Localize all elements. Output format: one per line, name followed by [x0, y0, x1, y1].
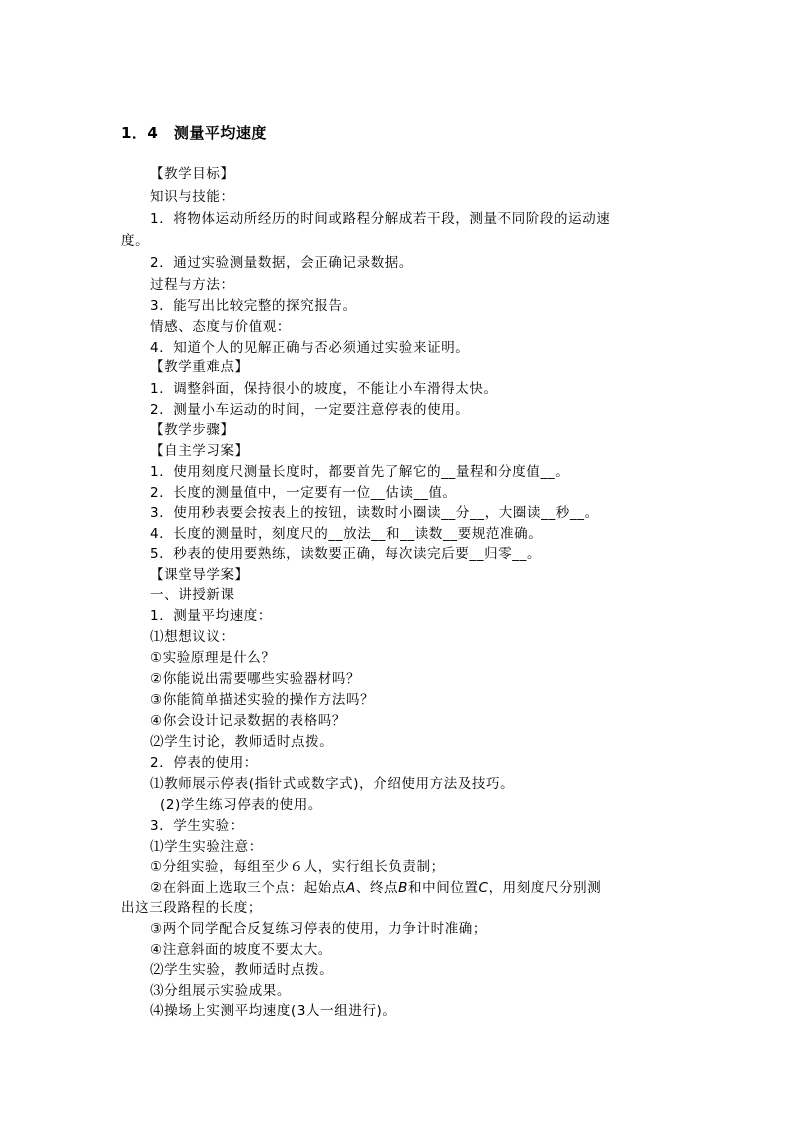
guide-item-3-1d: ④注意斜面的坡度不要太大。	[150, 942, 332, 958]
objectives-header: 【教学目标】	[150, 166, 235, 182]
self-study-question-3	[150, 503, 599, 523]
answer-blank: __量程和分度值__	[441, 464, 556, 480]
process-header: 过程与方法：	[150, 277, 235, 293]
section-title: 一、讲授新课	[150, 587, 235, 603]
item-text: 和中间位置	[408, 880, 479, 896]
guide-item-1-2: ⑵学生讨论，教师适时点拨。	[150, 734, 334, 750]
guide-item-1-1: ⑴想想议议：	[150, 629, 235, 645]
guide-header: 【课堂导学案】	[150, 567, 249, 583]
answer-blank: __放法__	[328, 526, 386, 542]
guide-item-1-1c: ③你能简单描述实验的操作方法吗？	[150, 692, 375, 708]
guide-item-1: 1．测量平均速度：	[150, 608, 272, 624]
guide-item-3-1: ⑴学生实验注意：	[150, 839, 263, 855]
answer-blank: __秒__	[541, 505, 585, 521]
guide-item-3-1a: ①分组实验，每组至少６人，实行组长负责制；	[150, 859, 445, 875]
question-text: 要规范准确。	[457, 526, 543, 542]
key-points-header: 【教学重难点】	[150, 359, 249, 375]
answer-blank: __归零__	[469, 546, 527, 562]
self-study-question-4	[150, 524, 542, 544]
answer-blank: __估读__	[370, 485, 429, 501]
guide-item-3-1b-cont: 出这三段路程的长度；	[121, 900, 262, 916]
question-text: ，大圈读	[484, 505, 542, 521]
guide-item-3-2: ⑵学生实验，教师适时点拨。	[150, 962, 334, 978]
knowledge-header: 知识与技能：	[150, 189, 235, 205]
self-study-header: 【自主学习案】	[150, 443, 249, 459]
emotion-header: 情感、态度与价值观：	[150, 319, 291, 335]
question-text: 。	[555, 464, 570, 480]
guide-item-3-1b	[150, 878, 601, 898]
question-text: 和	[386, 526, 401, 542]
guide-item-1-1d: ④你会设计记录数据的表格吗？	[150, 713, 347, 729]
item-text: 、终点	[355, 880, 399, 896]
question-text: 4．长度的测量时，刻度尺的	[150, 526, 329, 542]
guide-item-2: 2．停表的使用：	[150, 755, 258, 771]
self-study-question-1	[150, 462, 569, 482]
question-text: 。	[584, 505, 599, 521]
guide-item-3-1c: ③两个同学配合反复练习停表的使用，力争计时准确；	[150, 921, 488, 937]
guide-item-2-2: (2)学生练习停表的使用。	[160, 797, 322, 813]
question-text: 2．长度的测量值中，一定要有一位	[150, 485, 371, 501]
guide-item-2-1: ⑴教师展示停表(指针式或数字式)，介绍使用方法及技巧。	[150, 776, 515, 792]
item-text: ②在斜面上选取三个点：起始点	[150, 880, 347, 896]
guide-item-3-3: ⑶分组展示实验成果。	[150, 983, 291, 999]
emotion-item-4: 4．知道个人的见解正确与否必须通过实验来证明。	[150, 340, 470, 356]
guide-item-3: 3．学生实验：	[150, 818, 244, 834]
question-text: 3．使用秒表要会按表上的按钮，读数时小圈读	[150, 505, 442, 521]
question-text: 5．秒表的使用要熟练，读数要正确，每次读完后要	[150, 546, 470, 562]
self-study-question-5	[150, 544, 541, 564]
knowledge-item-1: 1．将物体运动所经历的时间或路程分解成若干段，测量不同阶段的运动速	[150, 211, 611, 227]
steps-header: 【教学步骤】	[150, 422, 235, 438]
guide-item-3-4: ⑷操场上实测平均速度(3人一组进行)。	[150, 1003, 397, 1019]
answer-blank: __分__	[441, 505, 485, 521]
guide-item-1-1b: ②你能说出需要哪些实验器材吗？	[150, 671, 361, 687]
page-title: 1．4 测量平均速度	[121, 124, 267, 142]
answer-blank: __读数__	[400, 526, 458, 542]
key-point-1: 1．调整斜面，保持很小的坡度，不能让小车滑得太快。	[150, 381, 498, 397]
question-text: 值。	[428, 485, 457, 501]
point-label-a: A	[346, 880, 356, 896]
key-point-2: 2．测量小车运动的时间，一定要注意停表的使用。	[150, 402, 470, 418]
process-item-3: 3．能写出比较完整的探究报告。	[150, 298, 357, 314]
question-text: 1．使用刻度尺测量长度时，都要首先了解它的	[150, 464, 442, 480]
self-study-question-2	[150, 483, 457, 503]
question-text: 。	[527, 546, 542, 562]
guide-item-1-1a: ①实验原理是什么？	[150, 650, 276, 666]
knowledge-item-1-cont: 度。	[121, 233, 150, 249]
item-text: ，用刻度尺分别测	[488, 880, 602, 896]
point-label-c: C	[478, 880, 489, 896]
knowledge-item-2: 2．通过实验测量数据，会正确记录数据。	[150, 255, 413, 271]
point-label-b: B	[398, 880, 409, 896]
